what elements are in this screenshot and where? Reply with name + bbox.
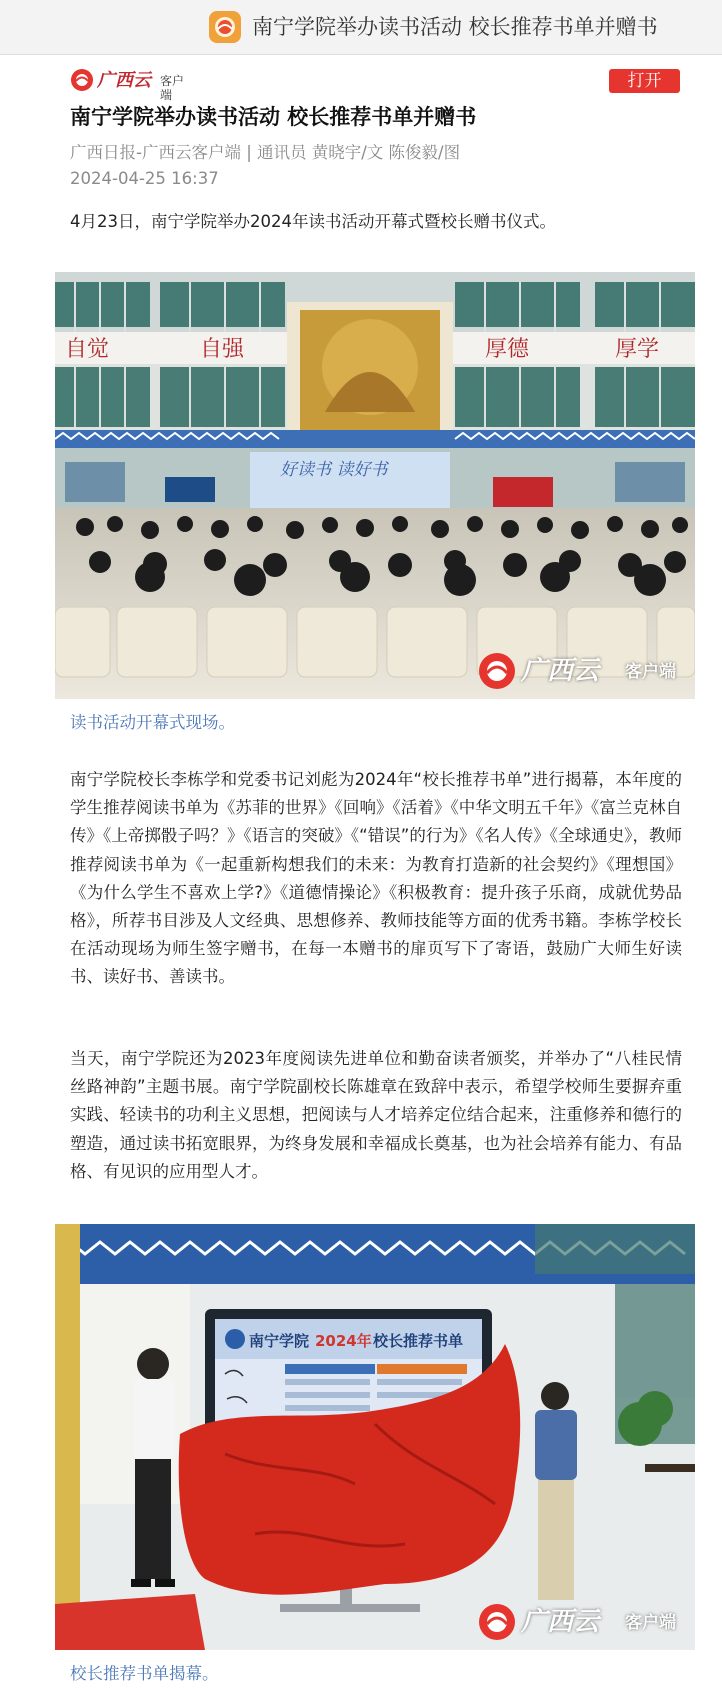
banner-text-2: 自强	[200, 337, 245, 362]
photo-book-list-unveiling[interactable]	[55, 1224, 695, 1650]
screen-title-rest: 校长推荐书单	[373, 1332, 464, 1350]
watermark-sub: 客户端	[625, 662, 676, 682]
article-meta	[70, 140, 690, 192]
stage-backdrop-text: 好读书 读好书	[280, 460, 388, 480]
photo-caption-1: 读书活动开幕式现场。	[70, 713, 235, 732]
open-app-button[interactable]: 打开	[609, 69, 680, 93]
screen-title-year: 2024年	[315, 1332, 372, 1350]
banner-text-3: 厚德	[485, 337, 530, 362]
photo-caption-2: 校长推荐书单揭幕。	[70, 1664, 219, 1683]
article-title: 南宁学院举办读书活动 校长推荐书单并赠书	[70, 105, 477, 129]
article-paragraph-2: 当天，南宁学院还为2023年度阅读先进单位和勤奋读者颁奖，并举办了“八桂民情 丝路神韵”主题书展。南宁学院副校长陈雄章在致辞中表示，希望学校师生要摒弃重实践、轻读书的功利主义思想，把阅读与人才培养定位结合起来，注重修养和德行的塑造，通过读书拓宽眼界，为终身发展和幸福成长奠基，也为社会培养有能力、有品格、有见识的应用型人才。	[70, 1049, 682, 1181]
brand-name: 广西云	[97, 70, 151, 91]
guangxiyun-app-icon[interactable]	[209, 11, 241, 43]
brand-sub: 客户端	[160, 74, 185, 102]
photo-opening-ceremony[interactable]	[55, 272, 695, 699]
watermark	[477, 1602, 687, 1642]
watermark	[477, 651, 687, 691]
guangxiyun-logo-icon	[70, 68, 94, 92]
article-paragraph-1: 南宁学院校长李栋学和党委书记刘彪为2024年“校长推荐书单”进行揭幕，本年度的学生推荐阅读书单为《苏菲的世界》《回响》《活着》《中华文明五千年》《富兰克林自传》《上帝掷骰子吗？》《语言的突破》《“错误”的行为》《名人传》《全球通史》，教师推荐阅读书单为《一起重新构想我们的未来：为教育打造新的社会契约》《理想国》《为什么学生不喜欢上学?》《道德情操论》《积极教育：提升孩子乐商，成就优势品格》，所荐书目涉及人文经典、思想修养、教师技能等方面的优秀书籍。李栋学校长在活动现场为师生签字赠书，在每一本赠书的扉页写下了寄语，鼓励广大师生好读书、读好书、善读书。	[70, 770, 682, 987]
watermark-name: 广西云	[521, 656, 600, 686]
article-lead: 4月23日，南宁学院举办2024年读书活动开幕式暨校长赠书仪式。	[70, 212, 556, 231]
article-datetime: 2024-04-25 16:37	[70, 169, 219, 188]
brand-header	[70, 68, 190, 102]
banner-text-1: 自觉	[65, 337, 110, 362]
screen-title-school: 南宁学院	[249, 1332, 310, 1350]
app-top-bar	[0, 0, 722, 55]
watermark-logo-icon	[477, 651, 517, 691]
photo-book-list-unveiling-image	[55, 1224, 695, 1650]
article-source: 广西日报-广西云客户端 | 通讯员 黄晓宇/文 陈俊毅/图	[70, 143, 461, 162]
watermark-logo-icon	[477, 1602, 517, 1642]
watermark-name: 广西云	[521, 1607, 600, 1637]
top-bar-title: 南宁学院举办读书活动 校长推荐书单并赠书	[252, 15, 658, 39]
photo-opening-ceremony-image	[55, 272, 695, 699]
watermark-sub: 客户端	[625, 1613, 676, 1633]
banner-text-4: 厚学	[615, 337, 660, 362]
